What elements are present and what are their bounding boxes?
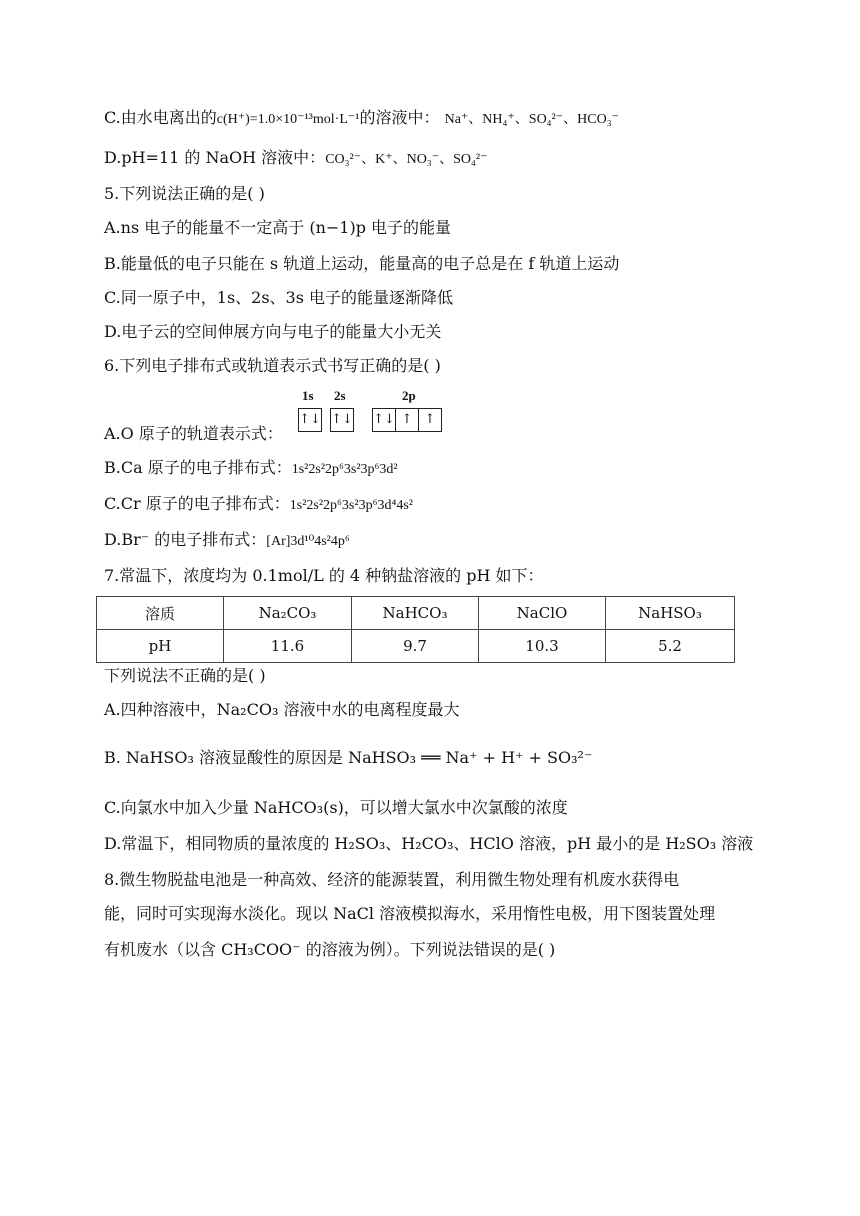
q7-option-a: A.四种溶液中，Na₂CO₃ 溶液中水的电离程度最大 [104,700,460,719]
q6-d-config: [Ar]3d¹⁰4s²4p⁶ [266,534,350,549]
q6-option-c [104,494,413,516]
ph-table [96,596,735,663]
orbital-box-2s: ↑↓ [330,408,354,432]
q6-option-a: A.O 原子的轨道表示式： [104,424,283,443]
q4-option-c [104,108,619,130]
q6-stem: 6.下列电子排布式或轨道表示式书写正确的是( ) [104,356,441,375]
q7-option-b: B. NaHSO₃ 溶液显酸性的原因是 NaHSO₃ ══ Na⁺ + H⁺ + SO₃²⁻ [104,748,593,767]
ph-table-value-row [97,630,735,663]
q5-option-d: D.电子云的空间伸展方向与电子的能量大小无关 [104,322,442,341]
table-cell: Na₂CO₃ [224,597,352,630]
q8-line-3: 有机废水（以含 CH₃COO⁻ 的溶液为例）。下列说法错误的是( ) [104,940,556,959]
table-cell: NaHSO₃ [606,597,735,630]
q6-b-text: B.Ca 原子的电子排布式： [104,458,292,477]
q8-line-2: 能，同时可实现海水淡化。现以 NaCl 溶液模拟海水，采用惰性电极，用下图装置处理 [104,904,716,923]
q4-c-mid: 的溶液中： [359,108,440,127]
q7-option-c: C.向氯水中加入少量 NaHCO₃(s)，可以增大氯水中次氯酸的浓度 [104,798,568,817]
orbital-box-2p-1: ↑↓ [372,408,396,432]
orbital-box-2p-3: ↑ [418,408,442,432]
q5-option-c: C.同一原子中，1s、2s、3s 电子的能量逐渐降低 [104,288,454,307]
q5-option-b: B.能量低的电子只能在 s 轨道上运动，能量高的电子总是在 f 轨道上运动 [104,254,620,273]
q5-stem: 5.下列说法正确的是( ) [104,184,265,203]
table-cell: 9.7 [352,630,479,663]
orbital-label-2s: 2s [334,388,346,403]
q6-c-text: C.Cr 原子的电子排布式： [104,494,290,513]
q6-b-config: 1s²2s²2p⁶3s²3p⁶3d² [291,462,398,477]
q7-option-d: D.常温下，相同物质的量浓度的 H₂SO₃、H₂CO₃、HClO 溶液，pH 最小的是 H₂SO₃ 溶液 [104,834,754,853]
q5-option-a: A.ns 电子的能量不一定高于 (n−1)p 电子的能量 [104,218,452,237]
q4-c-ions: Na⁺、NH₄⁺、SO₄²⁻、HCO₃⁻ [444,112,619,127]
orbital-box-1s: ↑↓ [298,408,322,432]
q4-d-prefix: D.pH=11 的 NaOH 溶液中： [104,148,326,167]
table-cell: 11.6 [224,630,352,663]
q7-question: 下列说法不正确的是( ) [104,666,266,685]
q6-c-config: 1s²2s²2p⁶3s²3p⁶3d⁴4s² [289,498,413,513]
orbital-label-1s: 1s [302,388,314,403]
table-cell: pH [97,630,224,663]
table-cell: 5.2 [606,630,735,663]
table-cell: 溶质 [97,597,224,630]
q4-option-d [104,148,487,170]
q6-option-d [104,530,350,552]
orbital-box-2p-2: ↑ [395,408,419,432]
q4-c-prefix: C.由水电离出的 [104,108,217,127]
q8-line-1: 8.微生物脱盐电池是一种高效、经济的能源装置，利用微生物处理有机废水获得电 [104,870,680,889]
q4-c-expression: c(H⁺)=1.0×10⁻¹³mol·L⁻¹ [216,112,360,127]
table-cell: NaHCO₃ [352,597,479,630]
q6-option-b [104,458,398,480]
table-cell: NaClO [479,597,606,630]
orbital-label-2p: 2p [402,388,416,403]
q6-d-text: D.Br⁻ 的电子排布式： [104,530,267,549]
ph-table-header-row [97,597,735,630]
table-cell: 10.3 [479,630,606,663]
oxygen-orbital-diagram [298,388,458,438]
q7-stem: 7.常温下，浓度均为 0.1mol/L 的 4 种钠盐溶液的 pH 如下： [104,566,544,585]
q4-d-ions: CO₃²⁻、K⁺、NO₃⁻、SO₄²⁻ [325,152,488,167]
